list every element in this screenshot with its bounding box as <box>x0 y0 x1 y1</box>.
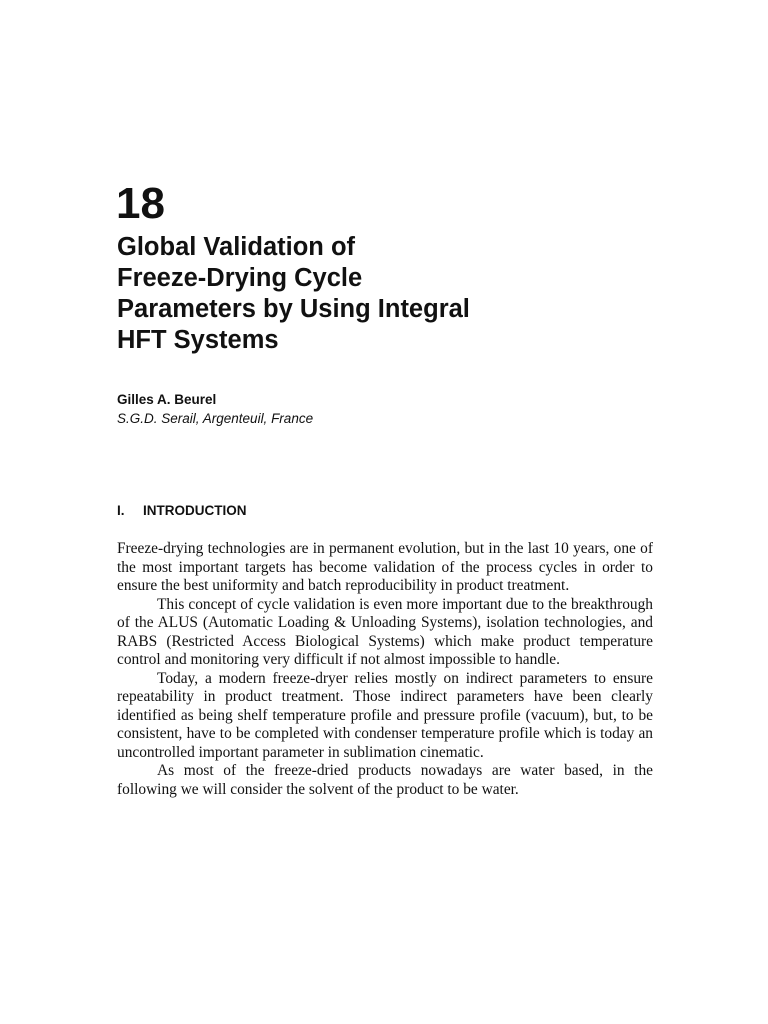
body-text <box>117 540 653 799</box>
paragraph: As most of the freeze-dried products nowadays are water based, in the following we will consider the solvent of the product to be water. <box>117 762 653 798</box>
paragraph: Freeze-drying technologies are in permanent evolution, but in the last 10 years, one of the most important targets has become validation of the process cycles in order to ensure the best uniformity and batch reproducibility in product treatment. <box>117 540 653 594</box>
section-number: I. <box>117 503 125 518</box>
chapter-title-line: Freeze-Drying Cycle <box>117 264 363 292</box>
section-heading <box>117 502 247 520</box>
author-affiliation: S.G.D. Serail, Argenteuil, France <box>117 411 314 426</box>
paragraph: This concept of cycle validation is even more important due to the breakthrough of the ALUS (Automatic Loading & Unloading Systems), isolation technologies, and RABS (Restricted Access Biological Systems) which make product temperature control and monitoring very difficult if not almost impossible to handle. <box>117 595 653 668</box>
chapter-title <box>117 232 637 356</box>
section-title: INTRODUCTION <box>143 503 247 518</box>
chapter-title-line: HFT Systems <box>117 326 279 354</box>
paragraph: Today, a modern freeze-dryer relies mostly on indirect parameters to ensure repeatability in product treatment. Those indirect parameters have been clearly identified as being shelf temperature profile and pressure profile (vacuum), but, to be consistent, have to be completed with condenser temperature profile which is today an uncontrolled important parameter in sublimation cinematic. <box>117 669 653 761</box>
author-name: Gilles A. Beurel <box>117 392 217 407</box>
chapter-title-line: Global Validation of <box>117 233 356 261</box>
chapter-number: 18 <box>116 179 165 228</box>
chapter-title-line: Parameters by Using Integral <box>117 295 470 323</box>
